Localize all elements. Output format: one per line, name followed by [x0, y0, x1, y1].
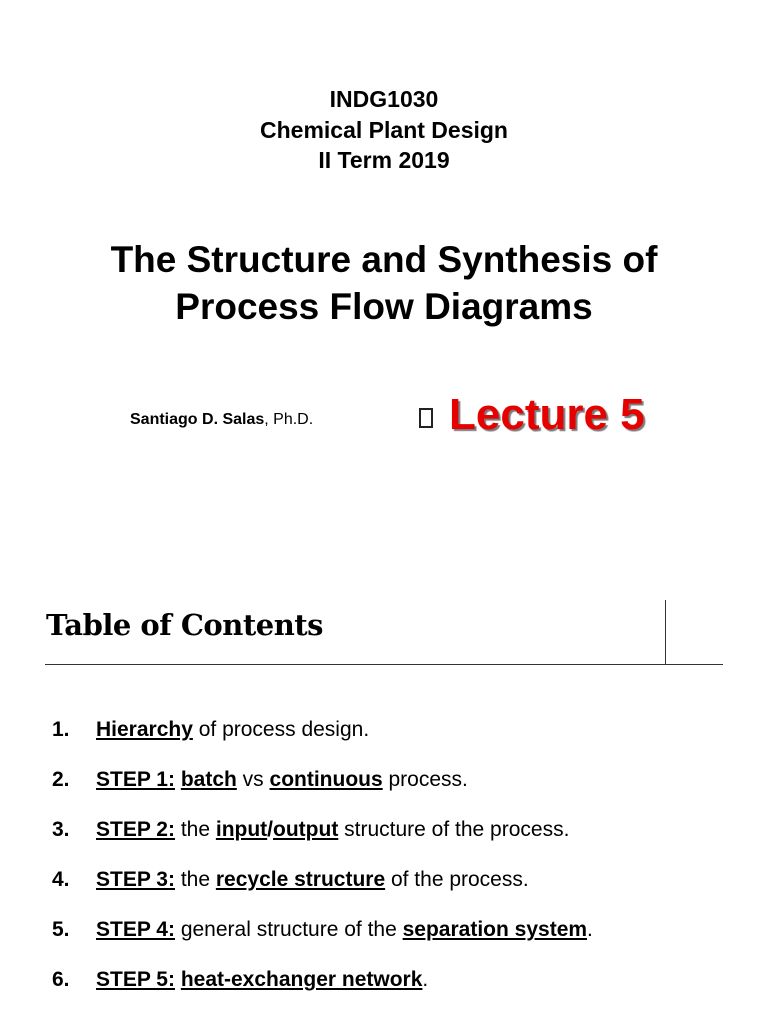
author-line	[130, 411, 313, 429]
toc-item-segment: the	[174, 818, 216, 841]
toc-item-text	[96, 964, 428, 996]
toc-item-keyword: batch	[180, 768, 237, 791]
toc-item-segment: the	[174, 868, 216, 891]
course-term: II Term 2019	[318, 147, 450, 173]
toc-item-number: 3.	[52, 818, 70, 841]
toc-item-segment: vs	[236, 768, 270, 791]
toc-item-step: STEP 3:	[96, 868, 175, 891]
toc-item-segment: of process design.	[192, 718, 370, 741]
slide-title-line1: The Structure and Synthesis of	[110, 239, 658, 280]
course-header	[0, 84, 768, 176]
lecture-label	[419, 389, 645, 441]
toc-item-keyword: output	[273, 818, 339, 841]
toc-item-step: STEP 1:	[96, 768, 175, 791]
toc-item-number: 1.	[52, 718, 70, 741]
toc-item-keyword: separation system	[402, 918, 588, 941]
toc-item-segment: .	[587, 918, 593, 941]
toc-item-number: 6.	[52, 968, 70, 991]
toc-divider-vertical	[665, 600, 666, 664]
toc-item-keyword: input	[215, 818, 268, 841]
toc-item-segment: of the process.	[385, 868, 529, 891]
toc-item-number: 5.	[52, 918, 70, 941]
toc-title: Table of Contents	[46, 608, 324, 642]
toc-item-number: 2.	[52, 768, 70, 791]
toc-item-step: STEP 4:	[96, 918, 175, 941]
toc-item-keyword: Hierarchy	[96, 718, 193, 741]
toc-item-text	[96, 864, 529, 896]
author-name: Santiago D. Salas	[130, 411, 265, 428]
toc-item-text	[96, 714, 369, 746]
toc-item-step: STEP 5:	[96, 968, 175, 991]
toc-item-keyword: continuous	[269, 768, 383, 791]
slide-title	[0, 236, 768, 330]
slide-title-line2: Process Flow Diagrams	[175, 286, 593, 327]
box-icon	[419, 408, 433, 428]
author-suffix: , Ph.D.	[264, 411, 314, 428]
toc-item-text	[96, 764, 468, 796]
toc-item-number: 4.	[52, 868, 70, 891]
toc-item-keyword: heat-exchanger network	[180, 968, 423, 991]
toc-item-segment: process.	[382, 768, 468, 791]
toc-item-step: STEP 2:	[96, 818, 175, 841]
course-name: Chemical Plant Design	[260, 116, 508, 143]
toc-item-segment: .	[422, 968, 429, 991]
lecture-number: Lecture 5	[449, 390, 645, 439]
course-code: INDG1030	[329, 86, 439, 112]
toc-item-segment: general structure of the	[174, 918, 403, 941]
toc-item-segment: structure of the process.	[338, 818, 570, 841]
toc-item-text	[96, 914, 593, 946]
toc-divider	[45, 664, 723, 665]
toc-item-slash: /	[267, 818, 274, 841]
toc-item-text	[96, 814, 569, 846]
toc-item-keyword: recycle structure	[215, 868, 386, 891]
